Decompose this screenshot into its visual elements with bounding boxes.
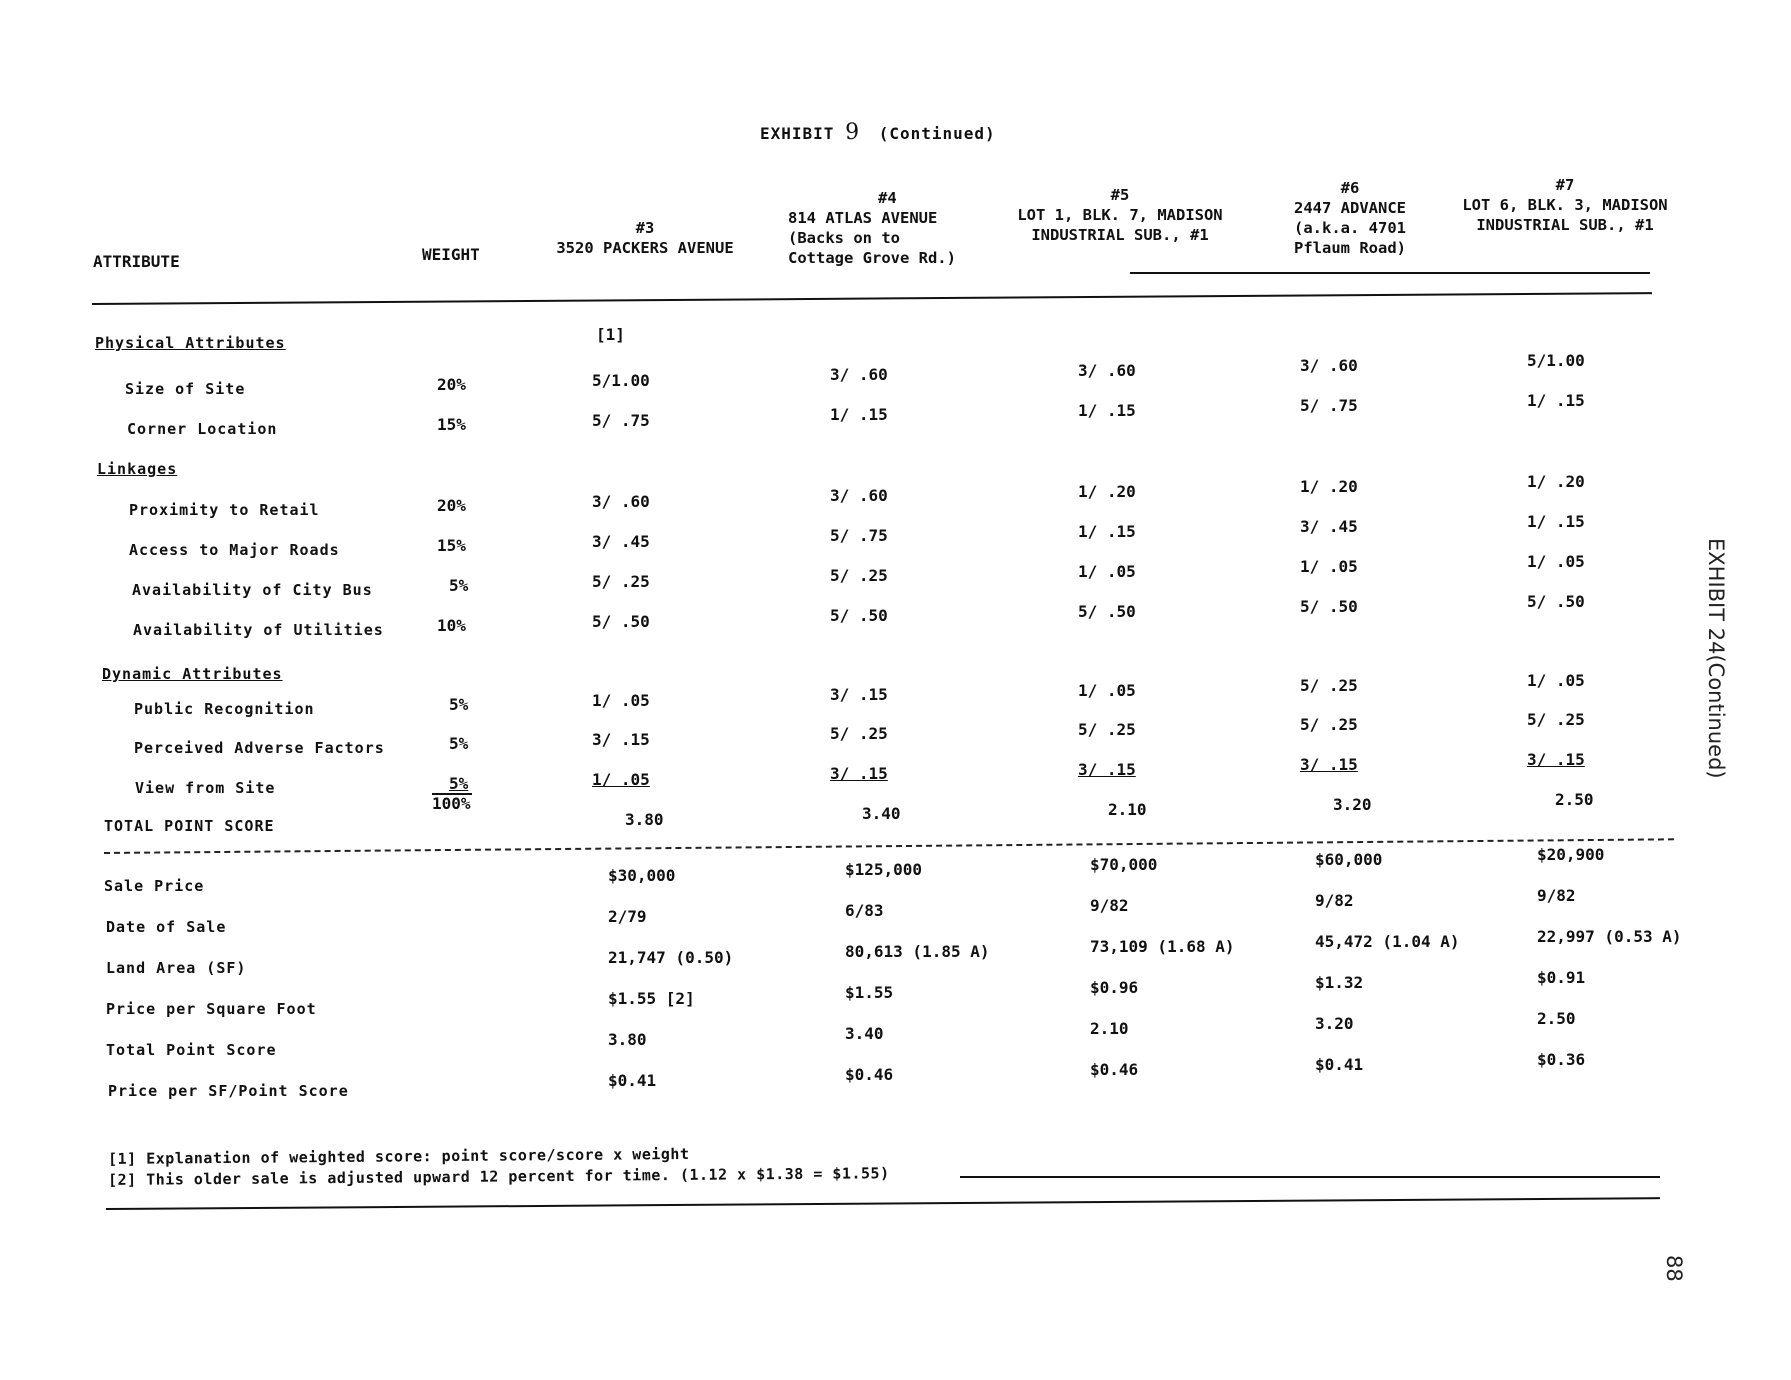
sales-cell-property-7: 22,997 (0.53 A) bbox=[1537, 927, 1682, 946]
score-cell-property-3: 1/ .05 bbox=[592, 691, 650, 710]
score-cell-property-4: 3/ .60 bbox=[830, 486, 888, 505]
score-cell-property-7: 3/ .15 bbox=[1527, 750, 1585, 769]
score-cell-property-7: 5/ .25 bbox=[1527, 710, 1585, 729]
score-cell-property-4: 1/ .15 bbox=[830, 405, 888, 424]
sales-cell-property-5: $70,000 bbox=[1090, 855, 1158, 874]
header-property-3 bbox=[545, 218, 745, 258]
sales-cell-property-3: $1.55 [2] bbox=[608, 989, 695, 1008]
footnote-rule-bottom bbox=[106, 1197, 1660, 1210]
sales-cell-property-6: 9/82 bbox=[1315, 891, 1354, 910]
header-rule-upper bbox=[1130, 272, 1650, 274]
section-physical-attributes: Physical Attributes bbox=[95, 334, 286, 352]
score-cell-property-6: 5/ .25 bbox=[1300, 676, 1358, 695]
header-property-5-line3: INDUSTRIAL SUB., #1 bbox=[1031, 226, 1209, 244]
sales-cell-property-3: $30,000 bbox=[608, 866, 676, 885]
header-property-7-line3: INDUSTRIAL SUB., #1 bbox=[1476, 216, 1654, 234]
score-cell-property-6: 1/ .20 bbox=[1300, 477, 1358, 496]
total-score-6: 3.20 bbox=[1333, 795, 1372, 814]
sales-cell-property-3: $0.41 bbox=[608, 1071, 657, 1090]
sales-label: Price per SF/Point Score bbox=[108, 1082, 349, 1100]
attribute-label: Access to Major Roads bbox=[129, 541, 340, 559]
sales-label: Price per Square Foot bbox=[106, 1000, 317, 1018]
weight-cell: 5% bbox=[449, 774, 469, 793]
weight-cell: 15% bbox=[437, 415, 466, 434]
header-property-6-number: #6 bbox=[1340, 179, 1360, 197]
attribute-label: Availability of Utilities bbox=[133, 621, 384, 639]
footnote-1: [1] Explanation of weighted score: point score/score x weight bbox=[108, 1144, 690, 1168]
score-cell-property-4: 3/ .60 bbox=[830, 365, 888, 384]
header-property-4-line3: (Backs on to bbox=[788, 229, 900, 247]
score-cell-property-3: 5/ .25 bbox=[592, 572, 650, 591]
attribute-label: Perceived Adverse Factors bbox=[134, 739, 385, 757]
score-cell-property-4: 5/ .25 bbox=[830, 566, 888, 585]
score-cell-property-5: 3/ .60 bbox=[1078, 361, 1136, 380]
score-cell-property-6: 5/ .75 bbox=[1300, 396, 1358, 415]
sales-label: Total Point Score bbox=[106, 1041, 277, 1059]
total-weight: 100% bbox=[432, 794, 471, 813]
weight-cell: 20% bbox=[437, 375, 466, 394]
sales-cell-property-6: $60,000 bbox=[1315, 850, 1383, 869]
sales-cell-property-7: $0.91 bbox=[1537, 968, 1586, 987]
header-property-6-line2: 2447 ADVANCE bbox=[1294, 199, 1406, 217]
score-cell-property-4: 3/ .15 bbox=[830, 685, 888, 704]
header-property-5-number: #5 bbox=[1110, 186, 1130, 204]
section-linkages: Linkages bbox=[97, 460, 178, 478]
sales-cell-property-5: $0.96 bbox=[1090, 978, 1139, 997]
note-marker-1: [1] bbox=[596, 325, 625, 344]
weight-cell: 15% bbox=[437, 536, 466, 555]
sales-cell-property-7: 2.50 bbox=[1537, 1009, 1576, 1028]
footnote-rule-top bbox=[960, 1176, 1660, 1178]
header-attribute: ATTRIBUTE bbox=[93, 252, 180, 271]
total-point-score-label: TOTAL POINT SCORE bbox=[104, 817, 275, 835]
score-cell-property-5: 1/ .15 bbox=[1078, 401, 1136, 420]
score-cell-property-3: 1/ .05 bbox=[592, 770, 650, 789]
sales-cell-property-3: 2/79 bbox=[608, 907, 647, 926]
attribute-label: Corner Location bbox=[127, 420, 278, 438]
side-caption: EXHIBIT 24(Continued) bbox=[1704, 538, 1728, 779]
section-divider-dashed bbox=[104, 838, 1674, 854]
score-cell-property-7: 1/ .15 bbox=[1527, 512, 1585, 531]
title-prefix: EXHIBIT bbox=[760, 124, 835, 143]
header-property-7-number: #7 bbox=[1555, 176, 1575, 194]
header-property-6-line4: Pflaum Road) bbox=[1294, 239, 1406, 257]
score-cell-property-7: 5/ .50 bbox=[1527, 592, 1585, 611]
attribute-label: View from Site bbox=[135, 779, 276, 797]
weight-cell: 5% bbox=[449, 695, 469, 714]
header-property-3-number: #3 bbox=[635, 219, 655, 237]
footnote-2: [2] This older sale is adjusted upward 12 percent for time. (1.12 x $1.38 = $1.55) bbox=[108, 1164, 890, 1189]
score-cell-property-4: 5/ .50 bbox=[830, 606, 888, 625]
sales-cell-property-6: 45,472 (1.04 A) bbox=[1315, 932, 1460, 951]
section-dynamic-attributes: Dynamic Attributes bbox=[102, 665, 283, 683]
score-cell-property-7: 1/ .05 bbox=[1527, 552, 1585, 571]
header-property-4 bbox=[788, 188, 956, 268]
total-score-7: 2.50 bbox=[1555, 790, 1594, 809]
header-rule bbox=[92, 292, 1652, 305]
sales-label: Sale Price bbox=[104, 877, 205, 895]
weight-cell: 10% bbox=[437, 616, 466, 635]
score-cell-property-6: 5/ .25 bbox=[1300, 715, 1358, 734]
sales-cell-property-4: $0.46 bbox=[845, 1065, 894, 1084]
sales-cell-property-4: 3.40 bbox=[845, 1024, 884, 1043]
header-property-6 bbox=[1270, 178, 1430, 258]
sales-cell-property-6: 3.20 bbox=[1315, 1014, 1354, 1033]
score-cell-property-3: 5/ .75 bbox=[592, 411, 650, 430]
sales-cell-property-5: 9/82 bbox=[1090, 896, 1129, 915]
sales-cell-property-6: $1.32 bbox=[1315, 973, 1364, 992]
weight-cell: 5% bbox=[449, 576, 469, 595]
total-score-3: 3.80 bbox=[625, 810, 664, 829]
score-cell-property-7: 5/1.00 bbox=[1527, 351, 1585, 370]
sales-cell-property-6: $0.41 bbox=[1315, 1055, 1364, 1074]
sales-cell-property-5: 73,109 (1.68 A) bbox=[1090, 937, 1235, 956]
sales-label: Date of Sale bbox=[106, 918, 227, 936]
score-cell-property-4: 3/ .15 bbox=[830, 764, 888, 783]
score-cell-property-6: 3/ .45 bbox=[1300, 517, 1358, 536]
header-property-7 bbox=[1450, 175, 1680, 235]
header-property-4-number: #4 bbox=[878, 189, 897, 207]
sales-cell-property-7: $20,900 bbox=[1537, 845, 1605, 864]
weight-cell: 20% bbox=[437, 496, 466, 515]
score-cell-property-6: 1/ .05 bbox=[1300, 557, 1358, 576]
score-cell-property-5: 5/ .25 bbox=[1078, 720, 1136, 739]
score-cell-property-7: 1/ .15 bbox=[1527, 391, 1585, 410]
score-cell-property-4: 5/ .75 bbox=[830, 526, 888, 545]
score-cell-property-7: 1/ .05 bbox=[1527, 671, 1585, 690]
score-cell-property-6: 3/ .60 bbox=[1300, 356, 1358, 375]
score-cell-property-3: 5/1.00 bbox=[592, 371, 650, 390]
total-score-4: 3.40 bbox=[862, 804, 901, 823]
exhibit-title bbox=[760, 120, 996, 145]
total-score-5: 2.10 bbox=[1108, 800, 1147, 819]
score-cell-property-5: 1/ .15 bbox=[1078, 522, 1136, 541]
page-number: 88 bbox=[1662, 1255, 1686, 1282]
score-cell-property-5: 1/ .20 bbox=[1078, 482, 1136, 501]
sales-cell-property-5: 2.10 bbox=[1090, 1019, 1129, 1038]
score-cell-property-6: 3/ .15 bbox=[1300, 755, 1358, 774]
header-property-5 bbox=[1000, 185, 1240, 245]
sales-cell-property-7: $0.36 bbox=[1537, 1050, 1586, 1069]
header-property-7-line2: LOT 6, BLK. 3, MADISON bbox=[1462, 196, 1668, 214]
header-property-5-line2: LOT 1, BLK. 7, MADISON bbox=[1017, 206, 1223, 224]
score-cell-property-5: 3/ .15 bbox=[1078, 760, 1136, 779]
sales-cell-property-4: 6/83 bbox=[845, 901, 884, 920]
header-property-4-address: 814 ATLAS AVENUE bbox=[788, 209, 938, 227]
attribute-label: Public Recognition bbox=[134, 700, 315, 718]
score-cell-property-5: 1/ .05 bbox=[1078, 681, 1136, 700]
score-cell-property-5: 1/ .05 bbox=[1078, 562, 1136, 581]
header-property-3-address: 3520 PACKERS AVENUE bbox=[556, 239, 734, 257]
sales-cell-property-5: $0.46 bbox=[1090, 1060, 1139, 1079]
score-cell-property-7: 1/ .20 bbox=[1527, 472, 1585, 491]
sales-cell-property-3: 3.80 bbox=[608, 1030, 647, 1049]
sales-cell-property-7: 9/82 bbox=[1537, 886, 1576, 905]
score-cell-property-3: 5/ .50 bbox=[592, 612, 650, 631]
sales-cell-property-4: $1.55 bbox=[845, 983, 894, 1002]
header-weight: WEIGHT bbox=[422, 245, 480, 264]
title-suffix: (Continued) bbox=[878, 124, 996, 143]
header-property-6-line3: (a.k.a. 4701 bbox=[1294, 219, 1406, 237]
attribute-label: Proximity to Retail bbox=[129, 501, 320, 519]
header-property-4-line4: Cottage Grove Rd.) bbox=[788, 249, 956, 267]
sales-cell-property-3: 21,747 (0.50) bbox=[608, 948, 734, 967]
score-cell-property-5: 5/ .50 bbox=[1078, 602, 1136, 621]
attribute-label: Size of Site bbox=[125, 380, 246, 398]
score-cell-property-4: 5/ .25 bbox=[830, 724, 888, 743]
score-cell-property-3: 3/ .15 bbox=[592, 730, 650, 749]
attribute-label: Availability of City Bus bbox=[132, 581, 373, 599]
weight-cell: 5% bbox=[449, 734, 469, 753]
sales-cell-property-4: 80,613 (1.85 A) bbox=[845, 942, 990, 961]
sales-label: Land Area (SF) bbox=[106, 959, 247, 977]
score-cell-property-6: 5/ .50 bbox=[1300, 597, 1358, 616]
title-number: 9 bbox=[845, 120, 861, 145]
score-cell-property-3: 3/ .60 bbox=[592, 492, 650, 511]
score-cell-property-3: 3/ .45 bbox=[592, 532, 650, 551]
sales-cell-property-4: $125,000 bbox=[845, 860, 923, 879]
